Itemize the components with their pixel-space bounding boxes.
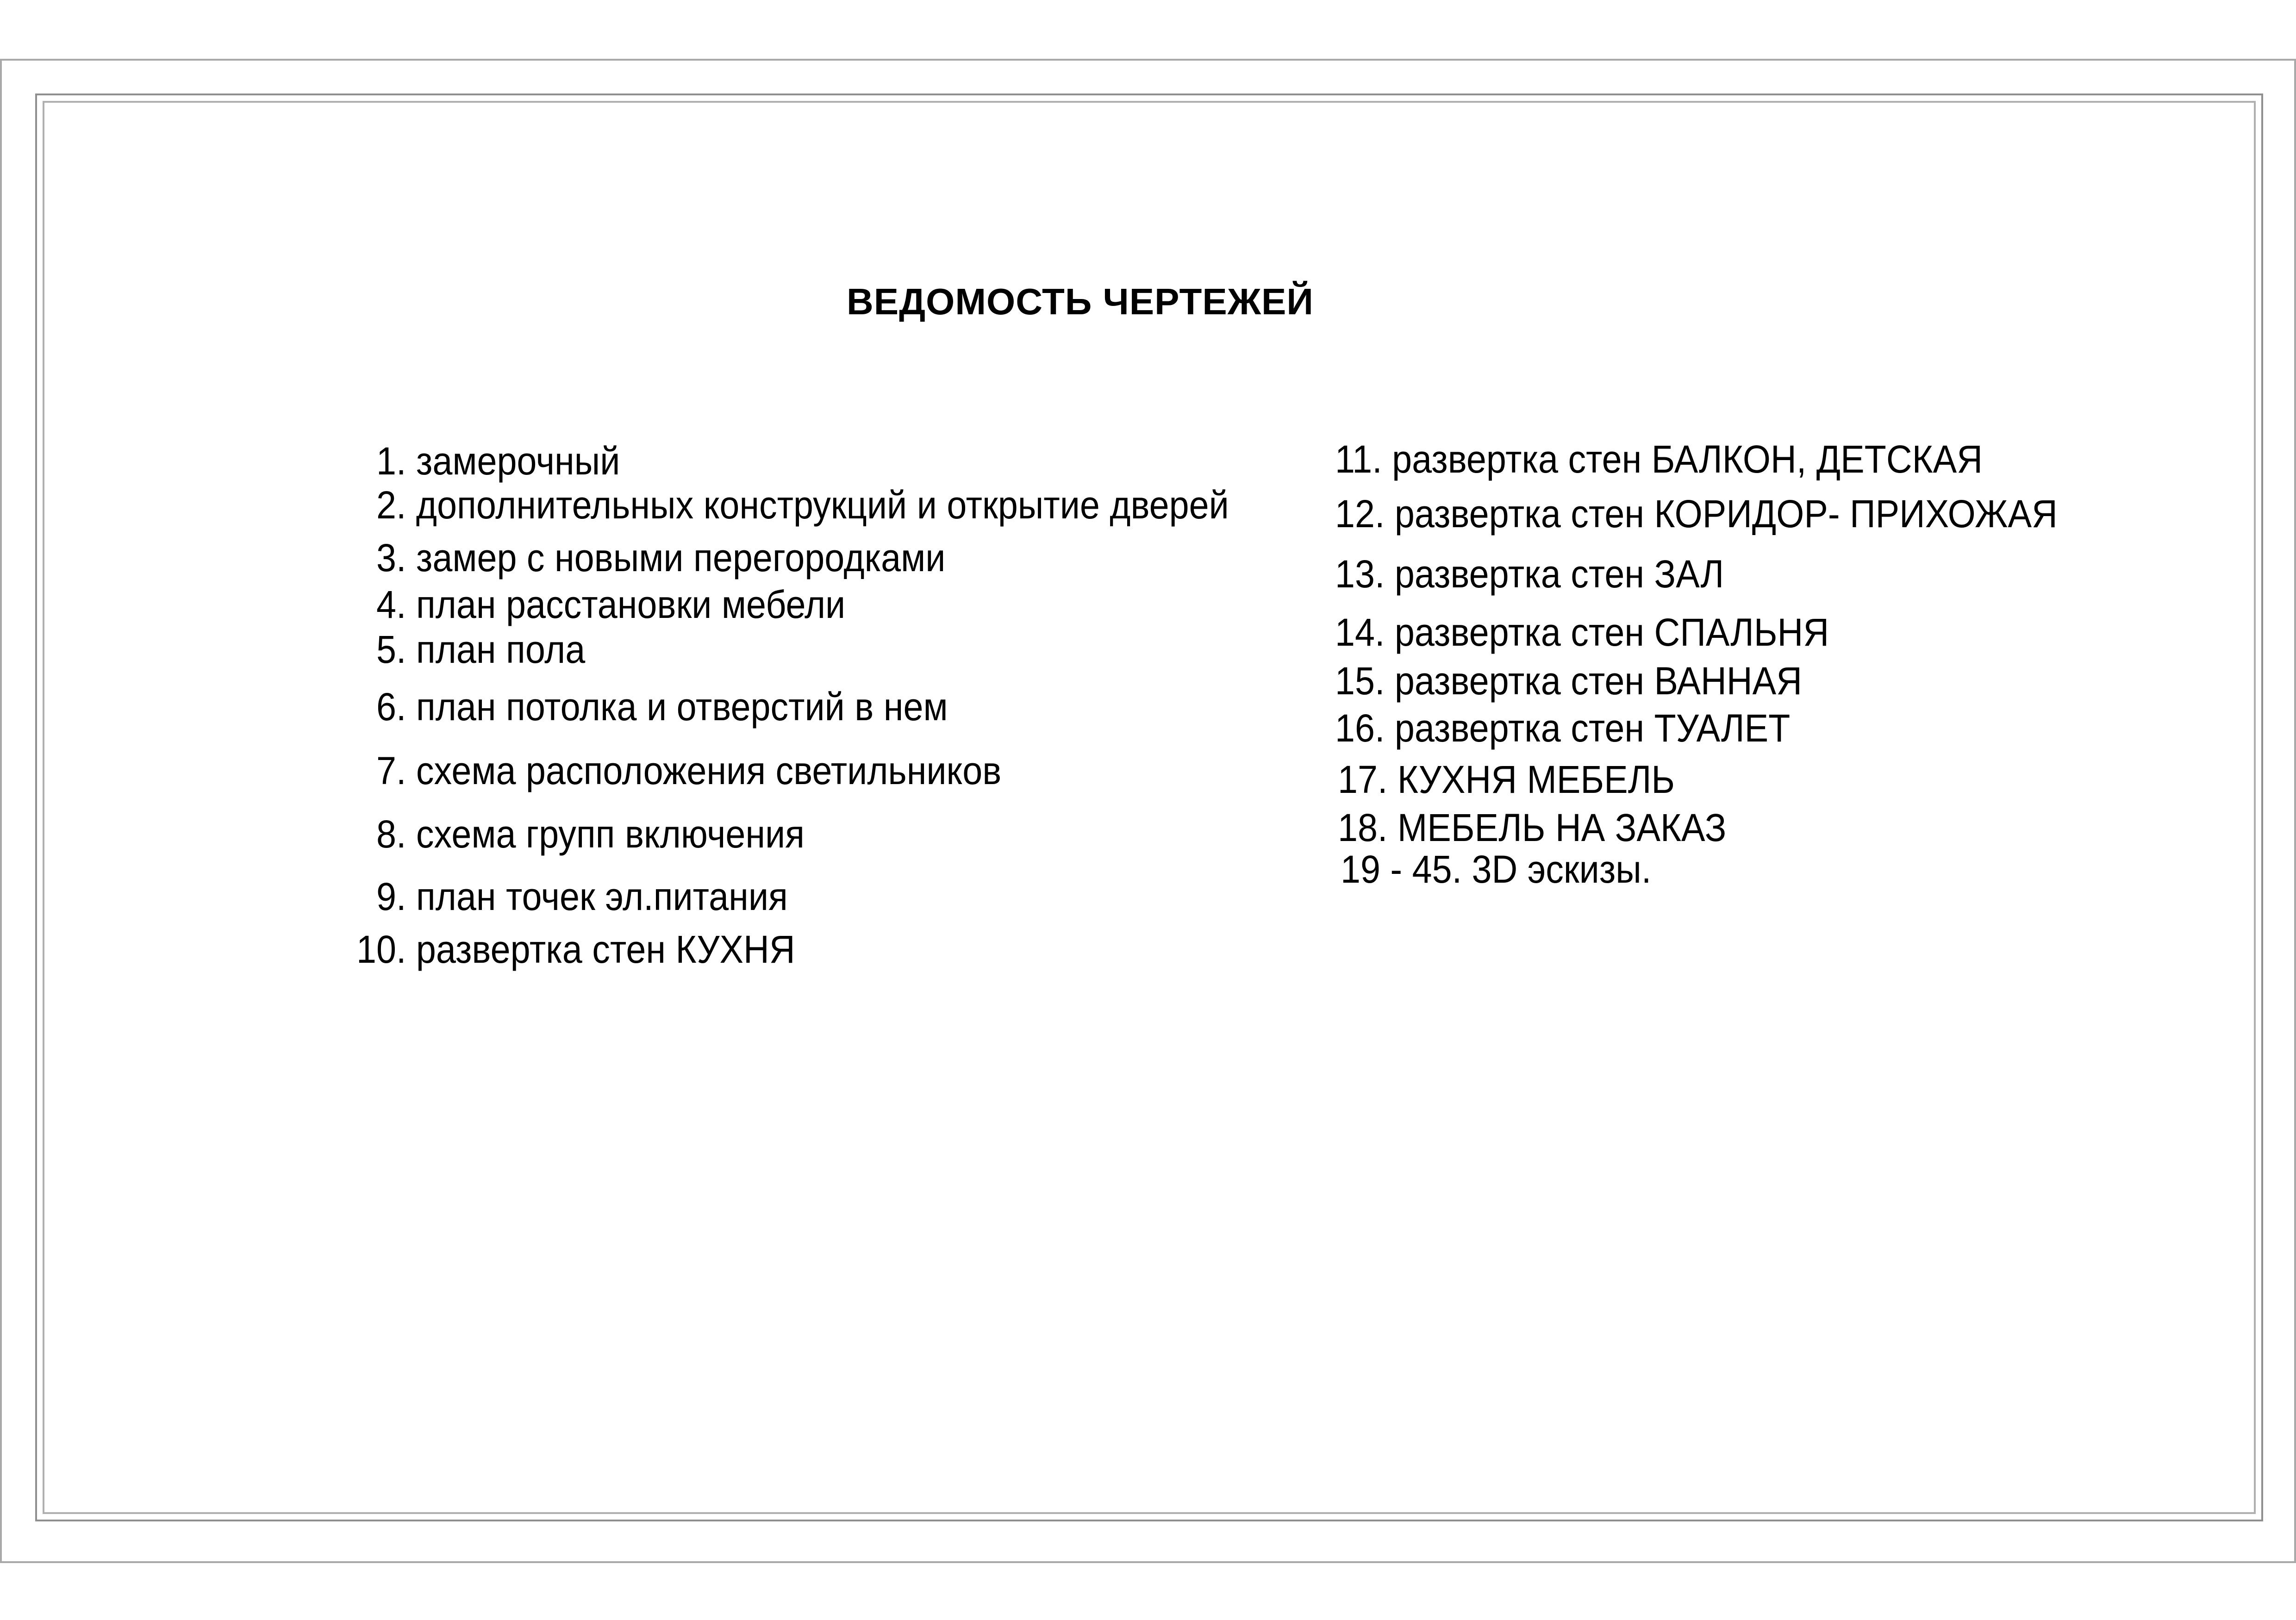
list-item: 4. план расстановки мебели <box>376 583 846 626</box>
list-item: 12. развертка стен КОРИДОР- ПРИХОЖАЯ <box>1335 492 2058 536</box>
list-item: 16. развертка стен ТУАЛЕТ <box>1335 706 1791 750</box>
list-item: 8. схема групп включения <box>376 812 805 856</box>
list-item: 11. развертка стен БАЛКОН, ДЕТСКАЯ <box>1335 437 1983 481</box>
list-item: 15. развертка стен ВАННАЯ <box>1335 659 1803 703</box>
list-item: 5. план пола <box>376 628 586 671</box>
list-item: 3. замер с новыми перегородками <box>376 536 946 579</box>
document-title: ВЕДОМОСТЬ ЧЕРТЕЖЕЙ <box>847 281 1314 322</box>
list-item: 2. дополнительных конструкций и открытие дверей <box>376 483 1229 527</box>
list-item: 13. развертка стен ЗАЛ <box>1335 552 1724 596</box>
list-item: 9. план точек эл.питания <box>376 875 788 918</box>
list-item: 14. развертка стен СПАЛЬНЯ <box>1335 611 1829 654</box>
list-item: 18. МЕБЕЛЬ НА ЗАКАЗ <box>1338 806 1727 849</box>
list-item: 7. схема расположения светильников <box>376 749 1002 792</box>
list-item: 17. КУХНЯ МЕБЕЛЬ <box>1338 758 1675 801</box>
list-item: 1. замерочный <box>376 439 620 483</box>
list-item: 19 - 45. 3D эскизы. <box>1341 847 1652 891</box>
list-item: 10. развертка стен КУХНЯ <box>356 928 795 971</box>
list-item: 6. план потолка и отверстий в нем <box>376 685 948 729</box>
